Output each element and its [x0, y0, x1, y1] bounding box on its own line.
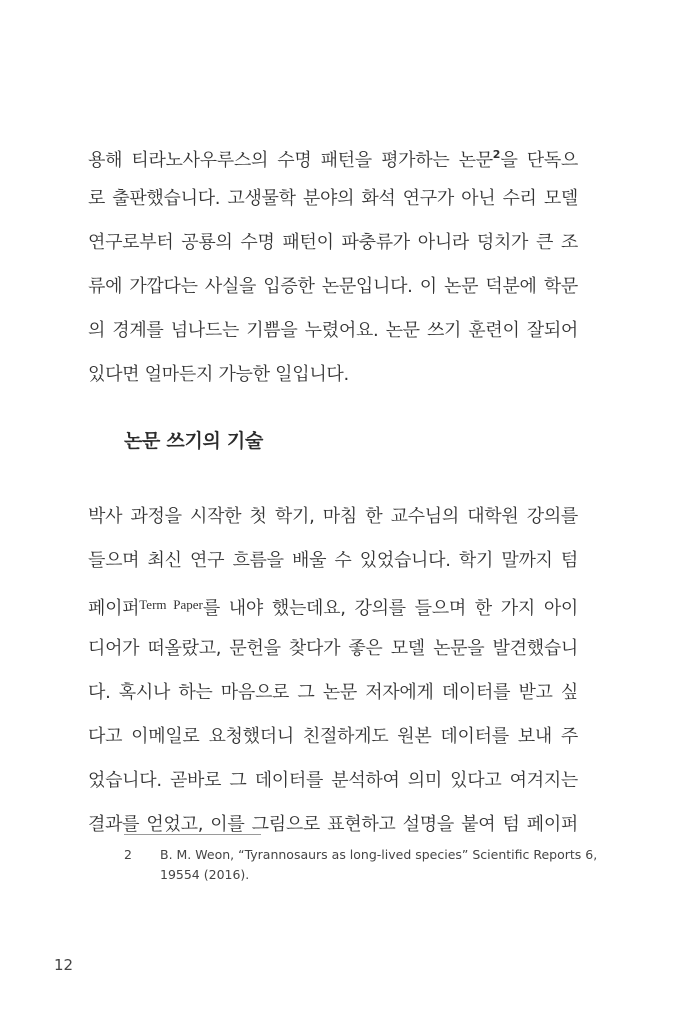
body-text: 을 단독으 [500, 150, 578, 171]
page-number: 12 [54, 956, 74, 974]
footnote-divider [124, 834, 261, 835]
english-term: Term Paper [139, 597, 203, 612]
body-line: 있다면 얼마든지 가능한 일입니다. [88, 364, 349, 385]
footnote-number: 2 [124, 847, 132, 862]
section-heading: 논문 쓰기의 기술 [124, 430, 264, 452]
body-line: 로 출판했습니다. 고생물학 분야의 화석 연구가 아닌 수리 모델 [88, 188, 578, 209]
body-line: 류에 가깝다는 사실을 입증한 논문입니다. 이 논문 덕분에 학문 [88, 276, 578, 297]
body-line: 다고 이메일로 요청했더니 친절하게도 원본 데이터를 보내 주 [88, 726, 578, 747]
body-line: 박사 과정을 시작한 첫 학기, 마침 한 교수님의 대학원 강의를 [88, 506, 578, 527]
body-text: 를 내야 했는데요, 강의를 들으며 한 가지 아이 [202, 598, 578, 619]
body-line [88, 143, 578, 173]
footnote-text: 19554 (2016). [160, 867, 250, 882]
body-line: 결과를 얻었고, 이를 그림으로 표현하고 설명을 붙여 텀 페이퍼 [88, 814, 578, 835]
body-line: 들으며 최신 연구 흐름을 배울 수 있었습니다. 학기 말까지 텀 [88, 550, 578, 571]
body-line: 다. 혹시나 하는 마음으로 그 논문 저자에게 데이터를 받고 싶 [88, 682, 578, 703]
footnote-reference[interactable]: 2 [492, 148, 501, 161]
body-line [88, 593, 578, 621]
body-line: 연구로부터 공룡의 수명 패턴이 파충류가 아니라 덩치가 큰 조 [88, 232, 578, 253]
body-line: 의 경계를 넘나드는 기쁨을 누렸어요. 논문 쓰기 훈련이 잘되어 [88, 320, 578, 341]
body-text: 페이퍼 [88, 598, 140, 619]
body-text: 용해 티라노사우루스의 수명 패턴을 평가하는 논문 [88, 150, 493, 171]
body-line: 디어가 떠올랐고, 문헌을 찾다가 좋은 모델 논문을 발견했습니 [88, 638, 578, 659]
body-line: 었습니다. 곧바로 그 데이터를 분석하여 의미 있다고 여겨지는 [88, 770, 578, 791]
footnote-text: B. M. Weon, “Tyrannosaurs as long-lived species” Scientific Reports 6, [160, 847, 598, 862]
